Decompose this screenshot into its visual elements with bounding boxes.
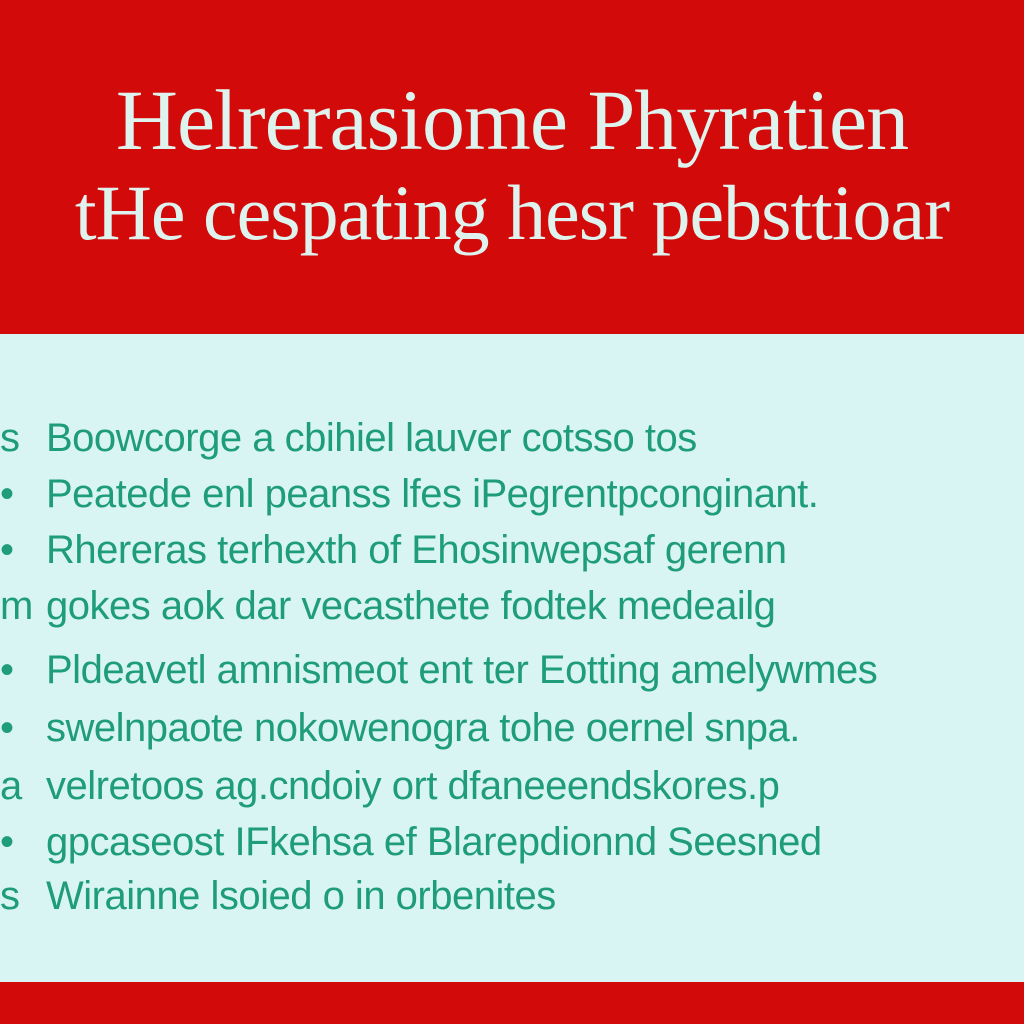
bottom-bar: [0, 982, 1024, 1024]
list-item: [0, 578, 1024, 634]
list-item: [0, 642, 1024, 698]
list-item: [0, 700, 1024, 756]
bullet-icon: •: [0, 706, 15, 750]
list-item: [0, 522, 1024, 578]
header-banner: [0, 0, 1024, 334]
list-item-text: gokes aok dar vecasthete fodtek medeailg: [46, 584, 776, 628]
title-line-1: Helrerasiome Phyratien: [115, 72, 909, 168]
list-item: [0, 868, 1024, 924]
bullet-icon: a: [0, 764, 23, 808]
list-item-text: Pldeavetl amnismeot ent ter Eotting amelywmes: [46, 648, 878, 692]
title-line-2: tHe cespating hesr pebsttioar: [74, 169, 950, 256]
list-item: [0, 758, 1024, 814]
list-item-text: Boowcorge a cbihiel lauver cotsso tos: [46, 416, 697, 460]
list-item: [0, 466, 1024, 522]
bullet-icon: •: [0, 472, 15, 516]
list-item-text: gpcaseost IFkehsa ef Blarepdionnd Seesned: [46, 820, 822, 864]
list-item-text: Peatede enl peanss lfes iPegrentpconginant.: [46, 472, 819, 516]
list-item: [0, 410, 1024, 466]
content-panel: [0, 334, 1024, 982]
bullet-icon: •: [0, 528, 15, 572]
list-item: [0, 814, 1024, 870]
list-item-text: swelnpaote nokowenogra tohe oernel snpa.: [46, 706, 800, 750]
bullet-icon: s: [0, 416, 20, 460]
list-item-text: Rhereras terhexth of Ehosinwepsaf gerenn: [46, 528, 787, 572]
list-item-text: velretoos ag.cndoiy ort dfaneeendskores.p: [46, 764, 780, 808]
bullet-icon: s: [0, 874, 20, 918]
bullet-icon: •: [0, 820, 15, 864]
list-item-text: Wirainne lsoied o in orbenites: [46, 874, 556, 918]
bullet-icon: m: [0, 584, 34, 628]
bullet-icon: •: [0, 648, 15, 692]
